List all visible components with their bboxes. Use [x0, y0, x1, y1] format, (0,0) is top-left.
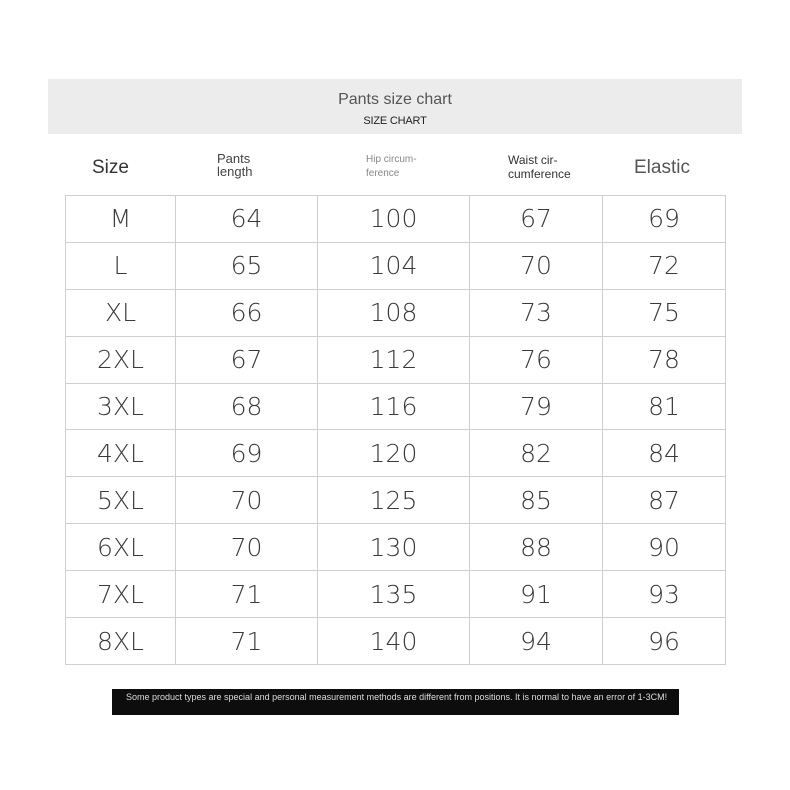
- cell-hip: 112: [318, 336, 470, 383]
- cell-length: 64: [176, 196, 318, 243]
- column-header-waist-line1: Waist cir-: [508, 153, 558, 167]
- table-row: [66, 242, 726, 289]
- cell-elastic: 84: [603, 430, 726, 477]
- cell-size: 5XL: [66, 477, 176, 524]
- cell-hip: 120: [318, 430, 470, 477]
- cell-length: 65: [176, 242, 318, 289]
- cell-size: 7XL: [66, 571, 176, 618]
- cell-hip: 108: [318, 289, 470, 336]
- cell-elastic: 75: [603, 289, 726, 336]
- column-header-pants-length-line2: length: [217, 164, 253, 179]
- cell-length: 70: [176, 477, 318, 524]
- cell-elastic: 72: [603, 242, 726, 289]
- cell-waist: 85: [470, 477, 603, 524]
- table-row: [66, 430, 726, 477]
- cell-hip: 100: [318, 196, 470, 243]
- table-row: [66, 477, 726, 524]
- size-table: [65, 195, 726, 665]
- cell-length: 70: [176, 524, 318, 571]
- cell-elastic: 90: [603, 524, 726, 571]
- cell-elastic: 93: [603, 571, 726, 618]
- cell-length: 71: [176, 571, 318, 618]
- cell-hip: 104: [318, 242, 470, 289]
- cell-waist: 70: [470, 242, 603, 289]
- table-row: [66, 571, 726, 618]
- column-header-size: Size: [92, 157, 129, 178]
- cell-size: M: [66, 196, 176, 243]
- cell-waist: 76: [470, 336, 603, 383]
- cell-hip: 130: [318, 524, 470, 571]
- column-header-elastic: Elastic: [634, 157, 690, 178]
- table-row: [66, 524, 726, 571]
- cell-size: 4XL: [66, 430, 176, 477]
- cell-waist: 91: [470, 571, 603, 618]
- cell-length: 68: [176, 383, 318, 430]
- cell-waist: 94: [470, 618, 603, 665]
- chart-title: Pants size chart: [338, 91, 452, 108]
- column-header-waist-line2: cumference: [508, 167, 571, 181]
- cell-waist: 79: [470, 383, 603, 430]
- cell-waist: 67: [470, 196, 603, 243]
- cell-elastic: 96: [603, 618, 726, 665]
- cell-waist: 73: [470, 289, 603, 336]
- cell-size: 3XL: [66, 383, 176, 430]
- table-row: [66, 383, 726, 430]
- cell-hip: 116: [318, 383, 470, 430]
- cell-elastic: 69: [603, 196, 726, 243]
- size-table-body: [66, 196, 726, 665]
- cell-hip: 140: [318, 618, 470, 665]
- cell-length: 69: [176, 430, 318, 477]
- cell-size: 8XL: [66, 618, 176, 665]
- table-row: [66, 289, 726, 336]
- table-row: [66, 196, 726, 243]
- cell-hip: 125: [318, 477, 470, 524]
- cell-size: L: [66, 242, 176, 289]
- cell-elastic: 78: [603, 336, 726, 383]
- chart-subtitle: SIZE CHART: [363, 115, 427, 127]
- chart-banner: [48, 79, 742, 134]
- cell-length: 71: [176, 618, 318, 665]
- cell-length: 66: [176, 289, 318, 336]
- cell-size: 6XL: [66, 524, 176, 571]
- cell-size: XL: [66, 289, 176, 336]
- cell-size: 2XL: [66, 336, 176, 383]
- table-row: [66, 618, 726, 665]
- table-row: [66, 336, 726, 383]
- cell-waist: 82: [470, 430, 603, 477]
- measurement-note: Some product types are special and personal measurement methods are different from positions. It is normal to have an error of 1-3CM!: [112, 689, 679, 715]
- cell-length: 67: [176, 336, 318, 383]
- cell-elastic: 81: [603, 383, 726, 430]
- column-header-hip-line2: ference: [366, 168, 400, 179]
- cell-hip: 135: [318, 571, 470, 618]
- column-header-hip-line1: Hip circum-: [366, 154, 417, 165]
- cell-elastic: 87: [603, 477, 726, 524]
- column-header-pants-length-line1: Pants: [217, 151, 251, 166]
- cell-waist: 88: [470, 524, 603, 571]
